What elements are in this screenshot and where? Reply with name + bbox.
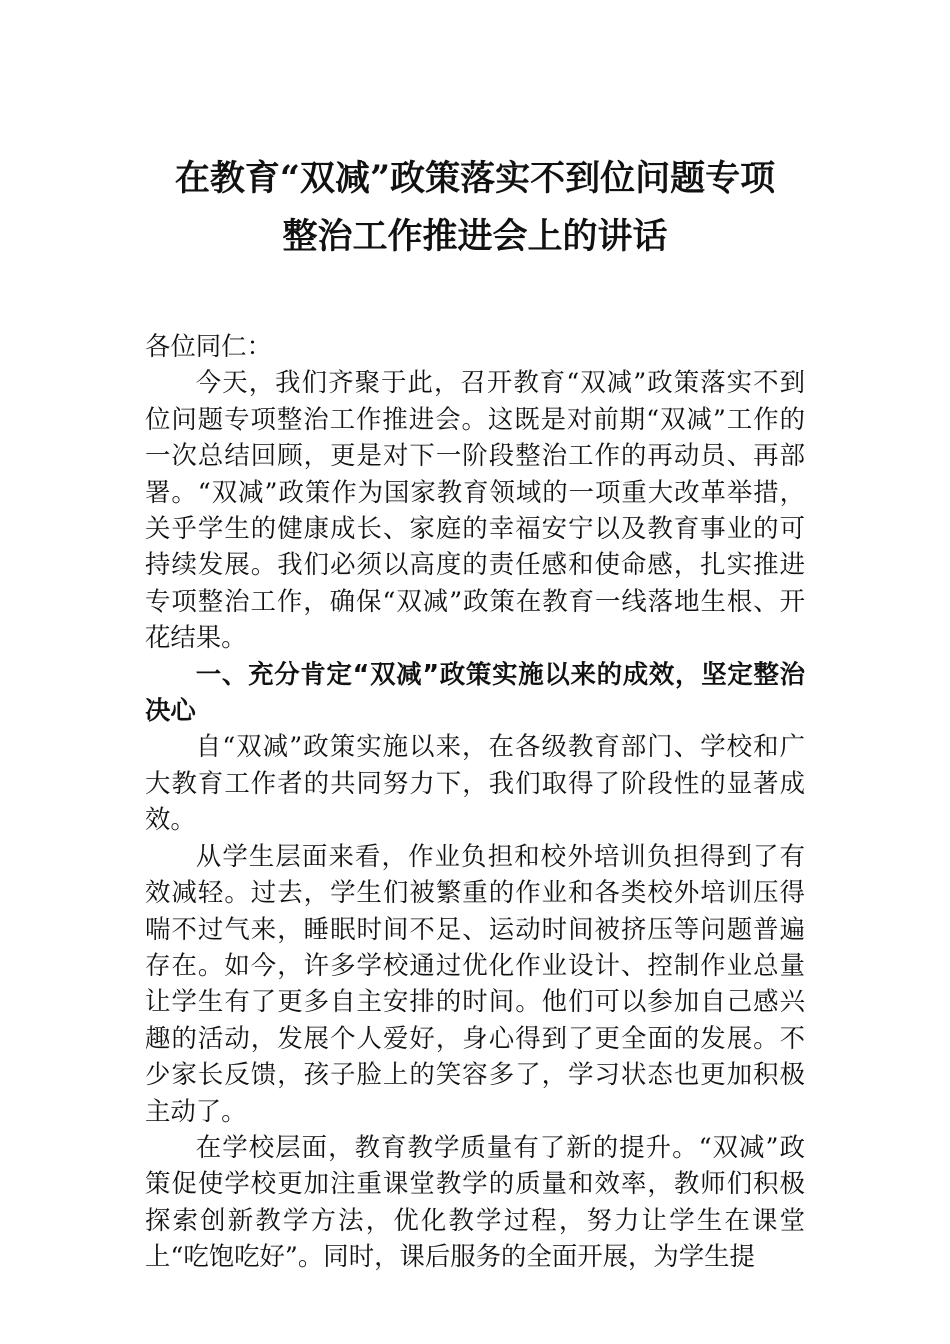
title-line-1: 在教育“双减”政策落实不到位问题专项 — [174, 158, 776, 199]
salutation: 各位同仁： — [145, 331, 272, 361]
paragraph: 从学生层面来看，作业负担和校外培训负担得到了有效减轻。过去，学生们被繁重的作业和各类校外培训压得喘不过气来，睡眠时间不足、运动时间被挤压等问题普遍存在。如今，许多学校通过优化作业设计、控制作业总量让学生有了更多自主安排的时间。他们可以参加自己感兴趣的活动，发展个人爱好，身心得到了更全面的发展。不少家长反馈，孩子脸上的笑容多了，学习状态也更加积极主动了。 — [145, 840, 805, 1126]
document-title — [115, 150, 835, 266]
paragraph: 自“双减”政策实施以来，在各级教育部门、学校和广大教育工作者的共同努力下，我们取得了阶段性的显著成效。 — [145, 731, 805, 835]
document-page — [145, 150, 805, 1275]
title-line-2: 整治工作推进会上的讲话 — [282, 216, 668, 257]
document-body — [145, 328, 805, 1275]
section-heading-1: 一、充分肯定“双减”政策实施以来的成效，坚定整治决心 — [145, 658, 805, 726]
paragraph-intro: 今天，我们齐聚于此，召开教育“双减”政策落实不到位问题专项整治工作推进会。这既是对前期“双减”工作的一次总结回顾，更是对下一阶段整治工作的再动员、再部署。“双减”政策作为国家教育领域的一项重大改革举措，关乎学生的健康成长、家庭的幸福安宁以及教育事业的可持续发展。我们必须以高度的责任感和使命感，扎实推进专项整治工作，确保“双减”政策在教育一线落地生根、开花结果。 — [145, 367, 805, 653]
paragraph: 在学校层面，教育教学质量有了新的提升。“双减”政策促使学校更加注重课堂教学的质量和效率，教师们积极探索创新教学方法，优化教学过程，努力让学生在课堂上“吃饱吃好”。同时，课后服务的全面开展，为学生提 — [145, 1131, 805, 1272]
